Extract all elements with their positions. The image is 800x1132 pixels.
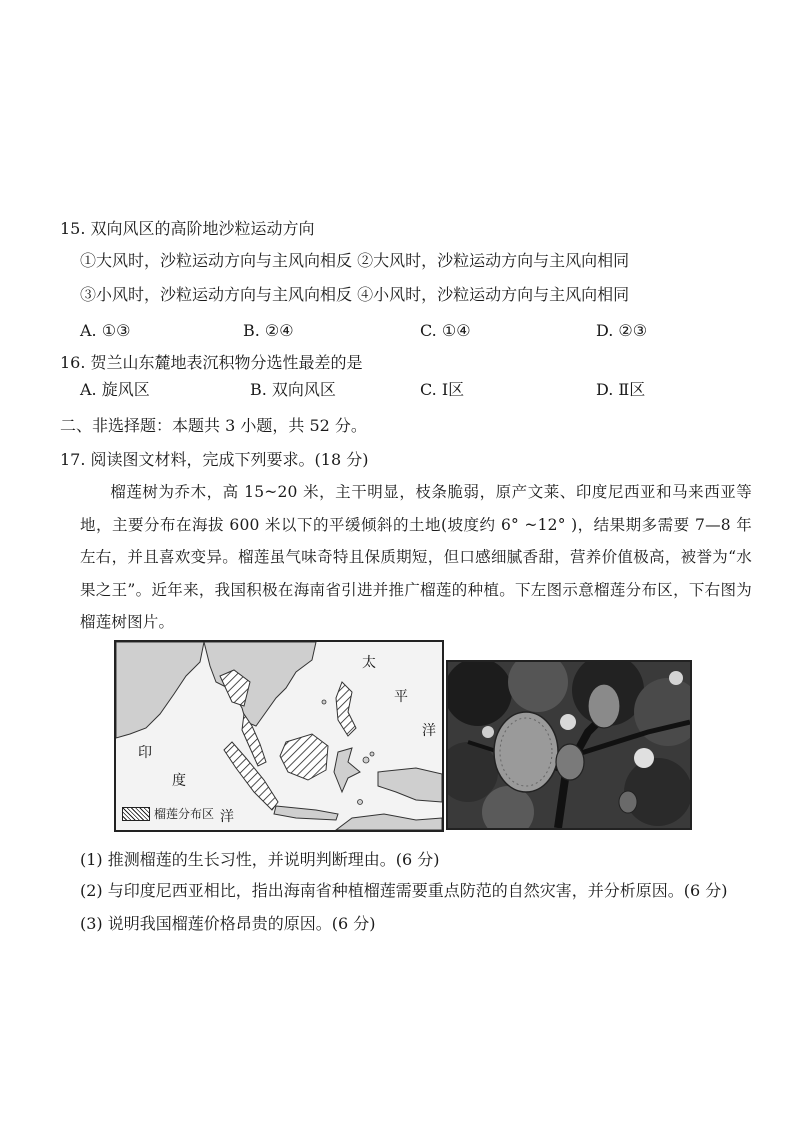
hatch-legend-icon bbox=[122, 807, 150, 821]
q17-sub-question-1: (1) 推测榴莲的生长习性，并说明判断理由。(6 分) bbox=[80, 850, 440, 869]
map-label-du: 度 bbox=[172, 773, 186, 789]
map-label-ping: 平 bbox=[394, 689, 408, 705]
map-label-tai: 太 bbox=[362, 655, 376, 671]
q17-sub-question-2: (2) 与印度尼西亚相比，指出海南省种植榴莲需要重点防范的自然灾害，并分析原因。(6 分) bbox=[80, 881, 728, 900]
q15-stem: 15. 双向风区的高阶地沙粒运动方向 bbox=[60, 219, 315, 238]
q15-option-b: B. ②④ bbox=[243, 321, 294, 340]
map-label-yang-indian: 洋 bbox=[220, 809, 234, 825]
durian-tree-photo bbox=[446, 660, 692, 830]
q16-option-c: C. Ⅰ区 bbox=[420, 380, 465, 399]
q15-statement-2: ③小风时，沙粒运动方向与主风向相反 ④小风时，沙粒运动方向与主风向相同 bbox=[80, 285, 630, 304]
durian-distribution-map bbox=[114, 640, 444, 832]
q17-material-text: 榴莲树为乔木，高 15~20 米，主干明显，枝条脆弱，原产文莱、印度尼西亚和马来西亚等地，主要分布在海拔 600 米以下的平缓倾斜的土地(坡度约 6° ~12° )，结果期多需要 7—8 年左右，并且喜欢变异。榴莲虽气味奇特且保质期短，但口感细腻香甜，营养价值极高，被誉为“水果之王”。近年来，我国积极在海南省引进并推广榴莲的种植。下左图示意榴莲分布区，下右图为榴莲树图片。 bbox=[80, 483, 752, 631]
durian-tree-illustration bbox=[448, 662, 690, 828]
q17-sub-question-3: (3) 说明我国榴莲价格昂贵的原因。(6 分) bbox=[80, 914, 376, 933]
q16-option-a: A. 旋风区 bbox=[80, 380, 150, 399]
section-2-heading: 二、非选择题：本题共 3 小题，共 52 分。 bbox=[60, 416, 367, 435]
map-drawing bbox=[116, 642, 442, 830]
map-label-yang-pacific: 洋 bbox=[422, 723, 436, 739]
q15-statement-1: ①大风时，沙粒运动方向与主风向相反 ②大风时，沙粒运动方向与主风向相同 bbox=[80, 251, 630, 270]
q17-stem: 17. 阅读图文材料，完成下列要求。(18 分) bbox=[60, 450, 369, 469]
map-label-yin: 印 bbox=[138, 745, 152, 761]
map-legend-label: 榴莲分布区 bbox=[154, 807, 215, 821]
q17-material bbox=[80, 476, 752, 639]
q16-stem: 16. 贺兰山东麓地表沉积物分选性最差的是 bbox=[60, 353, 363, 372]
q15-option-c: C. ①④ bbox=[420, 321, 471, 340]
q16-option-b: B. 双向风区 bbox=[250, 380, 336, 399]
map-legend bbox=[122, 805, 214, 822]
q15-option-d: D. ②③ bbox=[596, 321, 648, 340]
q16-option-d: D. Ⅱ区 bbox=[596, 380, 646, 399]
q15-option-a: A. ①③ bbox=[80, 321, 131, 340]
